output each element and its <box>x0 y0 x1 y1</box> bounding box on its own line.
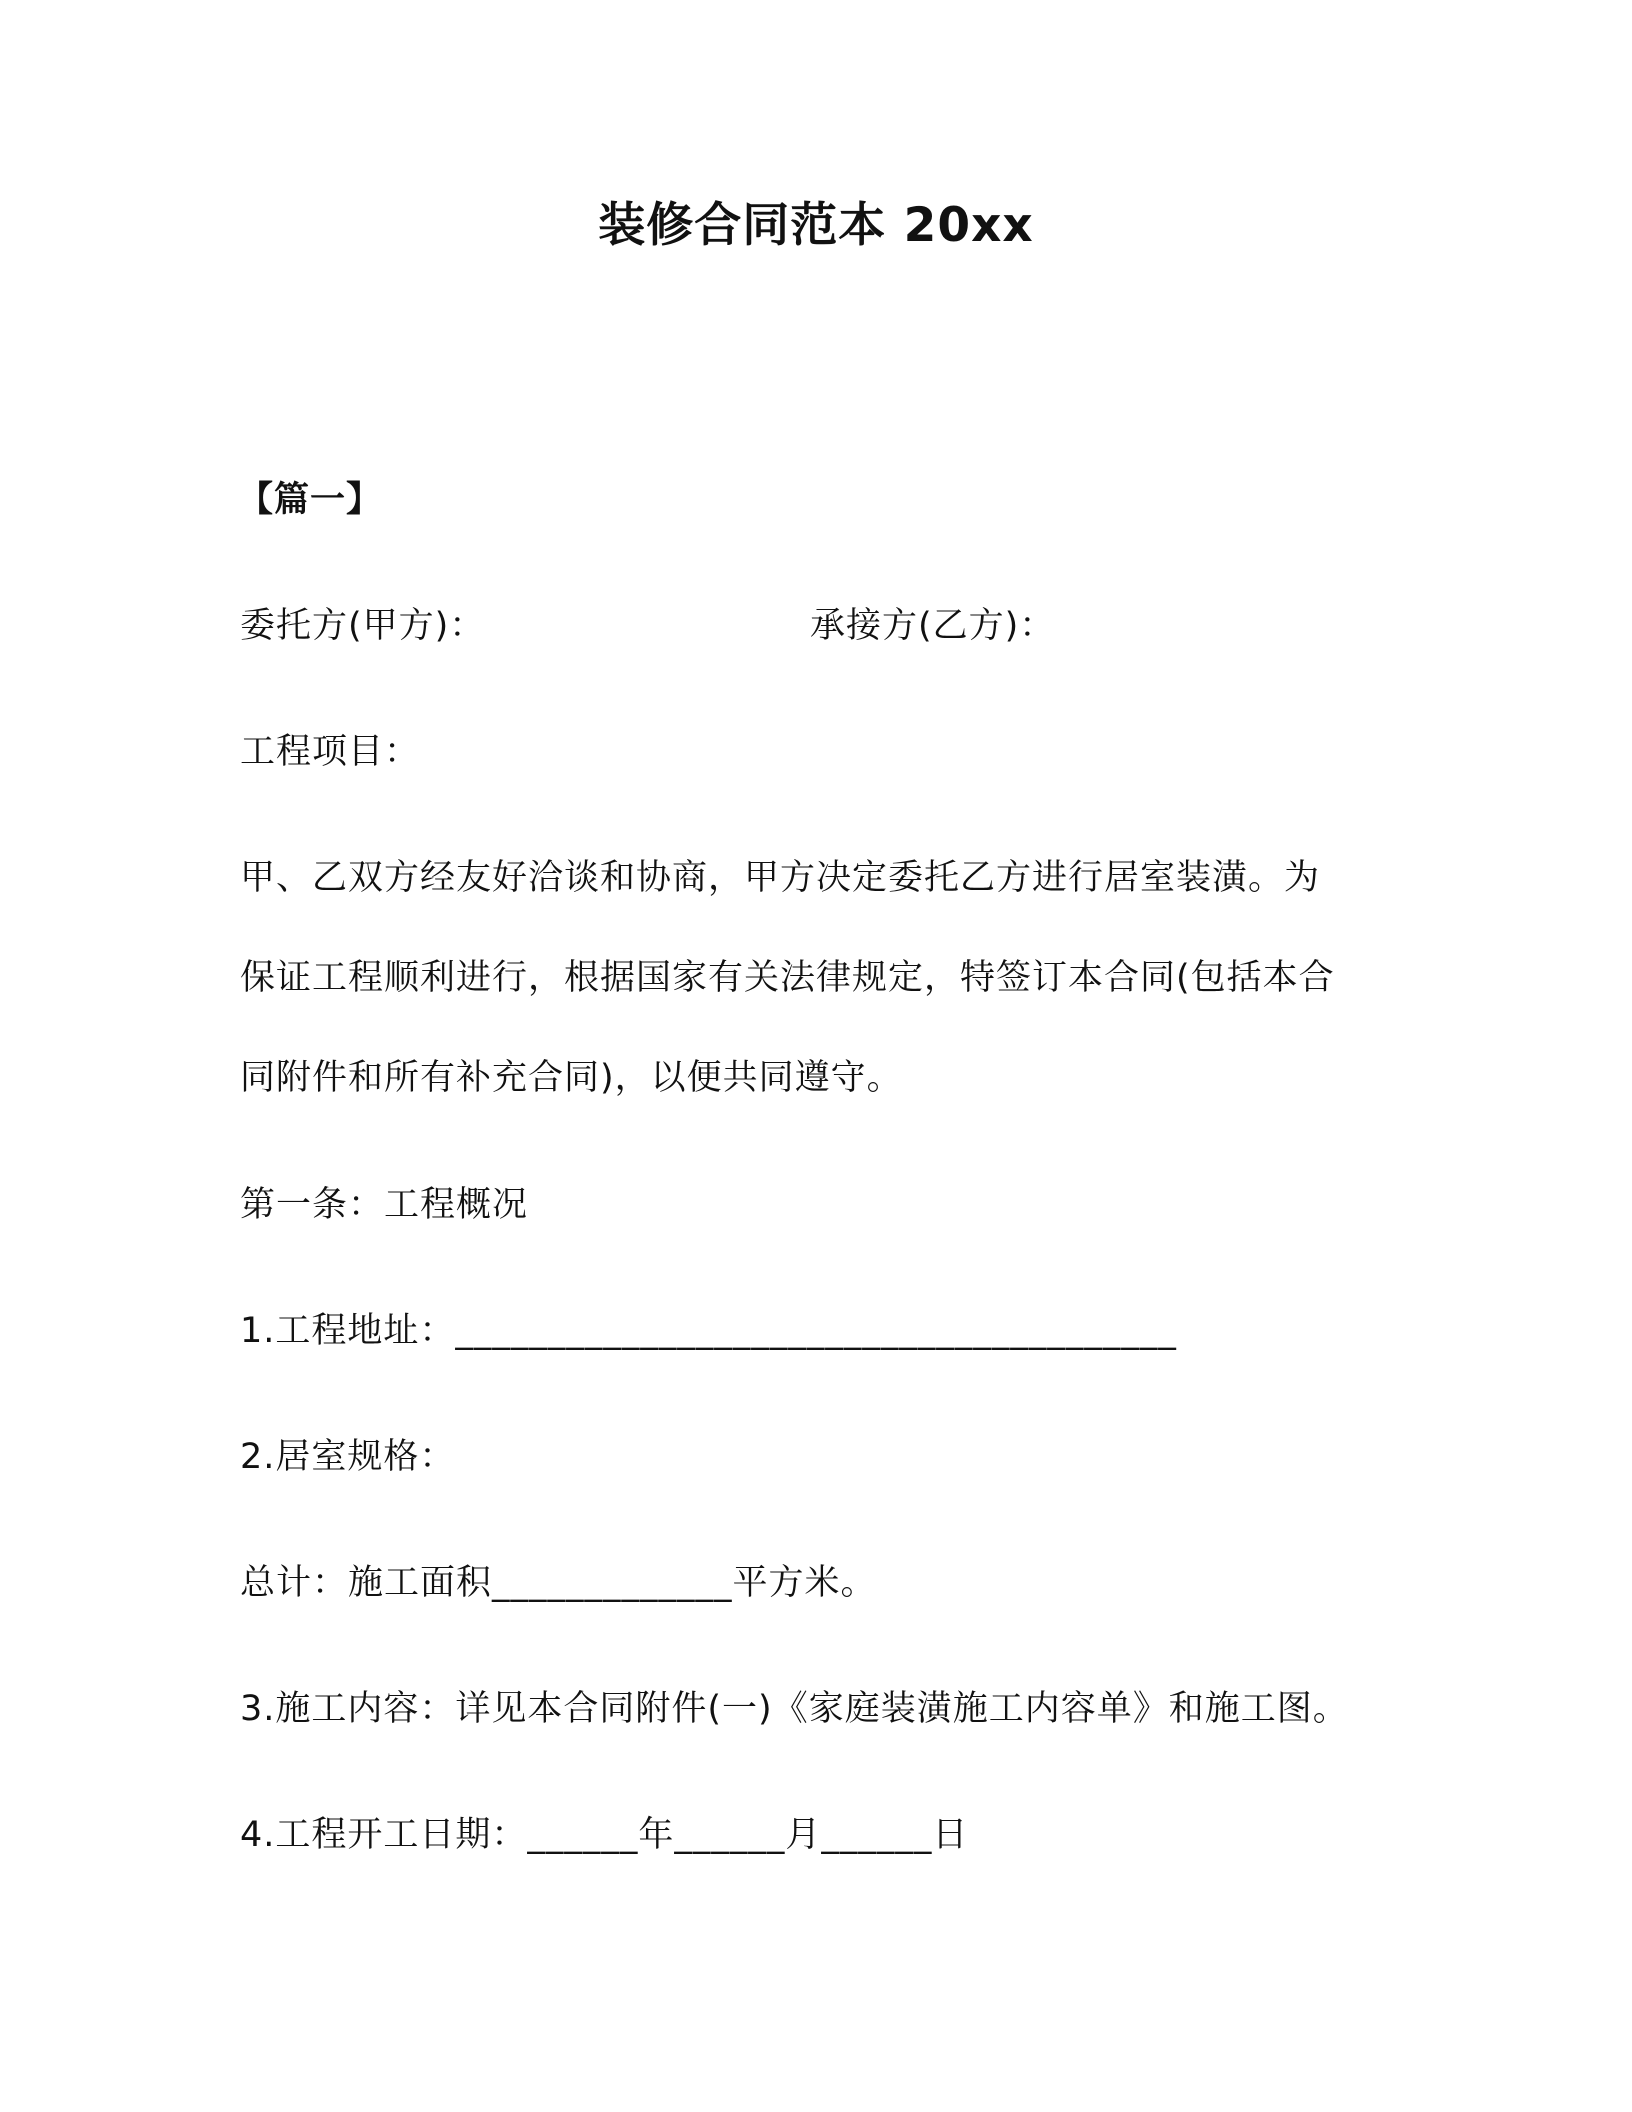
party-a-label: 委托方(甲方)： <box>240 606 486 646</box>
intro-paragraph-line: 甲、乙双方经友好洽谈和协商，甲方决定委托乙方进行居室装潢。为 <box>240 858 1321 898</box>
document-title: 装修合同范本 20xx <box>598 198 1034 253</box>
construction-area-total: 总计：施工面积_____________平方米。 <box>240 1563 877 1603</box>
intro-paragraph-line: 保证工程顺利进行，根据国家有关法律规定，特签订本合同(包括本合 <box>240 958 1335 998</box>
party-b-label: 承接方(乙方)： <box>810 606 1056 646</box>
construction-content-item: 3.施工内容：详见本合同附件(一)《家庭装潢施工内容单》和施工图。 <box>240 1689 1349 1729</box>
article-1-heading: 第一条：工程概况 <box>240 1185 529 1225</box>
project-address-item: 1.工程地址：_______________________________________ <box>240 1311 1177 1351</box>
room-spec-item: 2.居室规格： <box>240 1437 456 1477</box>
intro-paragraph-line: 同附件和所有补充合同)，以便共同遵守。 <box>240 1058 903 1098</box>
section-tag: 【篇一】 <box>238 480 383 520</box>
project-label: 工程项目： <box>240 732 421 772</box>
start-date-item: 4.工程开工日期：______年______月______日 <box>240 1815 969 1855</box>
